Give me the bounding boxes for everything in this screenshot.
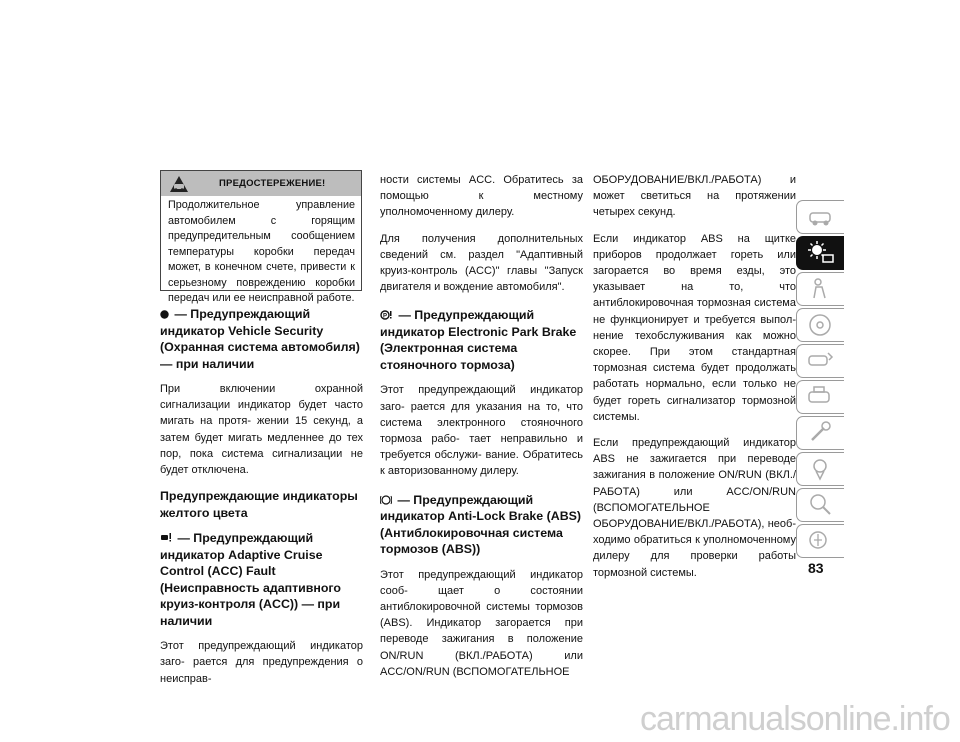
security-light-icon bbox=[160, 310, 169, 319]
abs-icon bbox=[380, 495, 392, 505]
warning-header bbox=[161, 171, 361, 196]
wrench-icon bbox=[806, 420, 836, 446]
warning-text: Продолжительное управление автомобилем с горящим предупредительным сообщением температуры коробки передач может, в конечном счете, привести к серьезному повреждению коробки передач или ее неисправной работе. bbox=[168, 199, 355, 304]
crash-icon bbox=[806, 348, 836, 374]
tab-dashboard-lights[interactable] bbox=[796, 236, 844, 270]
dashboard-lights-icon bbox=[806, 240, 836, 266]
warning-title: ПРЕДОСТЕРЕЖЕНИЕ! bbox=[219, 178, 326, 189]
paragraph-park-brake: Этот предупреждающий индикатор заго- рается для указания на то, что система электронного стояночного тормоза рабо- тает неправильно и требуется обслужи- вание. Обратитесь к авторизованному дилеру. bbox=[380, 384, 583, 478]
tab-crash[interactable] bbox=[796, 344, 844, 378]
language-icon bbox=[806, 528, 836, 554]
map-pin-icon bbox=[806, 456, 836, 482]
seat-airbag-icon bbox=[806, 276, 836, 302]
paragraph-acc-contact: ности системы ACC. Обратитесь за помощью к местному уполномоченному дилеру. bbox=[380, 174, 583, 219]
footer-watermark[interactable]: carmanualsonline.info bbox=[640, 700, 950, 738]
column-2 bbox=[380, 172, 583, 690]
paragraph-acc-fault: Этот предупреждающий индикатор заго- рается для предупреждения о неисправ- bbox=[160, 640, 363, 685]
svg-text:P: P bbox=[383, 313, 388, 320]
paragraph-abs-duration: ОБОРУДОВАНИЕ/ВКЛ./РАБОТА) и может светиться на протяжении четырех секунд. bbox=[593, 174, 796, 219]
paragraph-vehicle-security: При включении охранной сигнализации индикатор будет часто мигать на протя- жении 15 секунд, а затем будет мигать медленнее до тех пор, пока система сигнализации не будет отключена. bbox=[160, 383, 363, 477]
search-icon bbox=[806, 492, 836, 518]
tab-seat-airbag[interactable] bbox=[796, 272, 844, 306]
tab-search[interactable] bbox=[796, 488, 844, 522]
paragraph-acc-reference: Для получения дополнительных сведений см. раздел "Адаптивный круиз-контроль (ACC)" главы "Запуск двигателя и вождение автомобиля". bbox=[380, 232, 583, 294]
heading-abs: — Предупреждающий индикатор Anti-Lock Brake (ABS) (Антиблокировочная система тормозов (ABS)) bbox=[380, 492, 582, 557]
car-icon bbox=[806, 204, 836, 230]
heading-vehicle-security: — Предупреждающий индикатор Vehicle Security (Охранная система автомобиля) — при наличии bbox=[160, 307, 360, 371]
heading-yellow-indicators: Предупреждающие индикаторы желтого цвета bbox=[160, 489, 358, 520]
warning-box bbox=[160, 170, 362, 304]
tab-language[interactable] bbox=[796, 524, 844, 558]
heading-acc-fault: — Предупреждающий индикатор Adaptive Cruise Control (ACC) Fault (Неисправность адаптивного круиз-контроля (ACC)) — при наличии bbox=[160, 531, 341, 628]
tab-map-pin[interactable] bbox=[796, 452, 844, 486]
tab-car-icon[interactable] bbox=[796, 200, 844, 234]
warning-car-icon bbox=[169, 175, 189, 193]
steering-wheel-icon bbox=[806, 312, 836, 338]
acc-fault-icon bbox=[160, 532, 172, 543]
column-1 bbox=[160, 306, 363, 697]
heading-park-brake: P — Предупреждающий индикатор Electronic Park Brake (Электронная система стояночного тормоза) bbox=[380, 308, 577, 372]
paragraph-abs-fault: Если индикатор ABS на щитке приборов продолжает гореть или загорается во время езды, это указывает на то, что антиблокировочная тормозная система не функционирует и требуется выпол- нение техобслуживания как можно скорее. При этом стандартная тормозная система будет продолжать работать нормально, если только не будет гореть сигнализатор тормозной системы. bbox=[593, 232, 796, 423]
paragraph-abs: Этот предупреждающий индикатор сооб- щает о состоянии антиблокировочной системы тормозов (ABS). Индикатор загорается при переводе зажигания в положение ON/RUN (ВКЛ./РАБОТА) или ACC/ON/RUN (ВСПОМОГАТЕЛЬНОЕ bbox=[380, 568, 583, 678]
tab-wrench[interactable] bbox=[796, 416, 844, 450]
column-3 bbox=[593, 172, 796, 591]
page-number: 83 bbox=[808, 560, 824, 576]
park-brake-icon bbox=[380, 310, 393, 320]
paragraph-abs-not-lit: Если предупреждающий индикатор ABS не зажигается при переводе зажигания в положение ON/RUN (ВКЛ./РАБОТА) или ACC/ON/RUN (ВСПОМОГАТЕЛЬНОЕ ОБОРУДОВАНИЕ/ВКЛ./РАБОТА), необ- ходимо обратиться к уполномоченному дилеру для проверки работы тормозной системы. bbox=[593, 437, 796, 579]
tab-car-service[interactable] bbox=[796, 380, 844, 414]
car-service-icon bbox=[806, 384, 836, 410]
tab-steering-wheel[interactable] bbox=[796, 308, 844, 342]
